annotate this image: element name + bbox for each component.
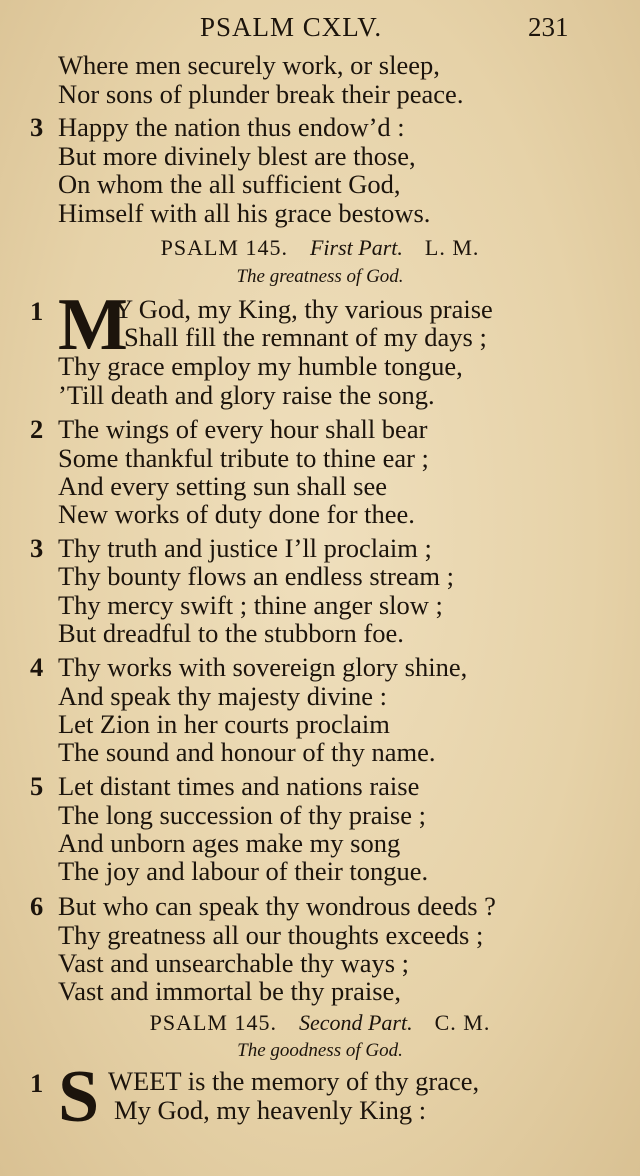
verse-line: The wings of every hour shall bear (58, 414, 428, 444)
drop-cap: S (58, 1056, 100, 1138)
stanza-number: 1 (30, 1068, 44, 1098)
verse-line: Himself with all his grace bestows. (58, 198, 431, 228)
drop-cap: M (58, 284, 128, 366)
verse-line: Let Zion in her courts proclaim (58, 709, 390, 739)
verse-line: Y God, my King, thy various praise (114, 294, 493, 324)
verse-line: But who can speak thy wondrous deeds ? (58, 891, 496, 921)
part-label: Second Part. (298, 1010, 413, 1035)
verse-line: My God, my heavenly King : (114, 1095, 427, 1125)
verse-line: And speak thy majesty divine : (58, 681, 387, 711)
stanza-number: 4 (30, 652, 44, 682)
verse-line: The joy and labour of their tongue. (58, 856, 429, 886)
verse-line: The long succession of thy praise ; (58, 800, 426, 830)
verse-line: And unborn ages make my song (58, 828, 401, 858)
section-subtitle: The greatness of God. (236, 266, 404, 287)
stanza-number: 5 (30, 771, 44, 801)
verse-line: New works of duty done for thee. (58, 499, 415, 529)
verse-line: Thy grace employ my humble tongue, (58, 351, 463, 381)
verse-line: Let distant times and nations raise (58, 771, 420, 801)
stanza-number: 1 (30, 296, 44, 326)
verse-line: The sound and honour of thy name. (58, 737, 436, 767)
stanza-number: 6 (30, 891, 44, 921)
verse-line: Where men securely work, or sleep, (58, 50, 440, 80)
verse-line: Nor sons of plunder break their peace. (58, 79, 464, 109)
verse-line: Some thankful tribute to thine ear ; (58, 443, 429, 473)
meter-label: C. M. (434, 1010, 491, 1035)
running-title: PSALM CXLV. (200, 12, 383, 42)
meter-label: L. M. (424, 235, 480, 260)
verse-line: But more divinely blest are those, (58, 141, 416, 171)
section-subtitle: The goodness of God. (237, 1040, 403, 1061)
verse-line: Vast and immortal be thy praise, (58, 976, 401, 1006)
section-heading (0, 1010, 640, 1036)
page-number: 231 (528, 12, 569, 42)
running-header (0, 10, 640, 44)
psalm-number: PSALM 145. (149, 1010, 277, 1035)
verse-line: And every setting sun shall see (58, 471, 387, 501)
verse-line: Thy greatness all our thoughts exceeds ; (58, 920, 484, 950)
verse-line: ’Till death and glory raise the song. (58, 380, 435, 410)
verse-line: Thy truth and justice I’ll proclaim ; (58, 533, 432, 563)
verse-line: But dreadful to the stubborn foe. (58, 618, 404, 648)
verse-line: Thy works with sovereign glory shine, (58, 652, 468, 682)
verse-line: Thy bounty flows an endless stream ; (58, 561, 454, 591)
stanza-number: 3 (30, 112, 44, 142)
verse-line: On whom the all sufficient God, (58, 169, 401, 199)
verse-line: Thy mercy swift ; thine anger slow ; (58, 590, 443, 620)
verse-line: Happy the nation thus endow’d : (58, 112, 405, 142)
psalm-number: PSALM 145. (160, 235, 288, 260)
stanza-number: 3 (30, 533, 44, 563)
verse-line: WEET is the memory of thy grace, (108, 1066, 480, 1096)
part-label: First Part. (309, 235, 403, 260)
verse-line: Shall fill the remnant of my days ; (124, 322, 487, 352)
verse-line: Vast and unsearchable thy ways ; (58, 948, 410, 978)
stanza-number: 2 (30, 414, 44, 444)
section-heading (0, 235, 640, 261)
